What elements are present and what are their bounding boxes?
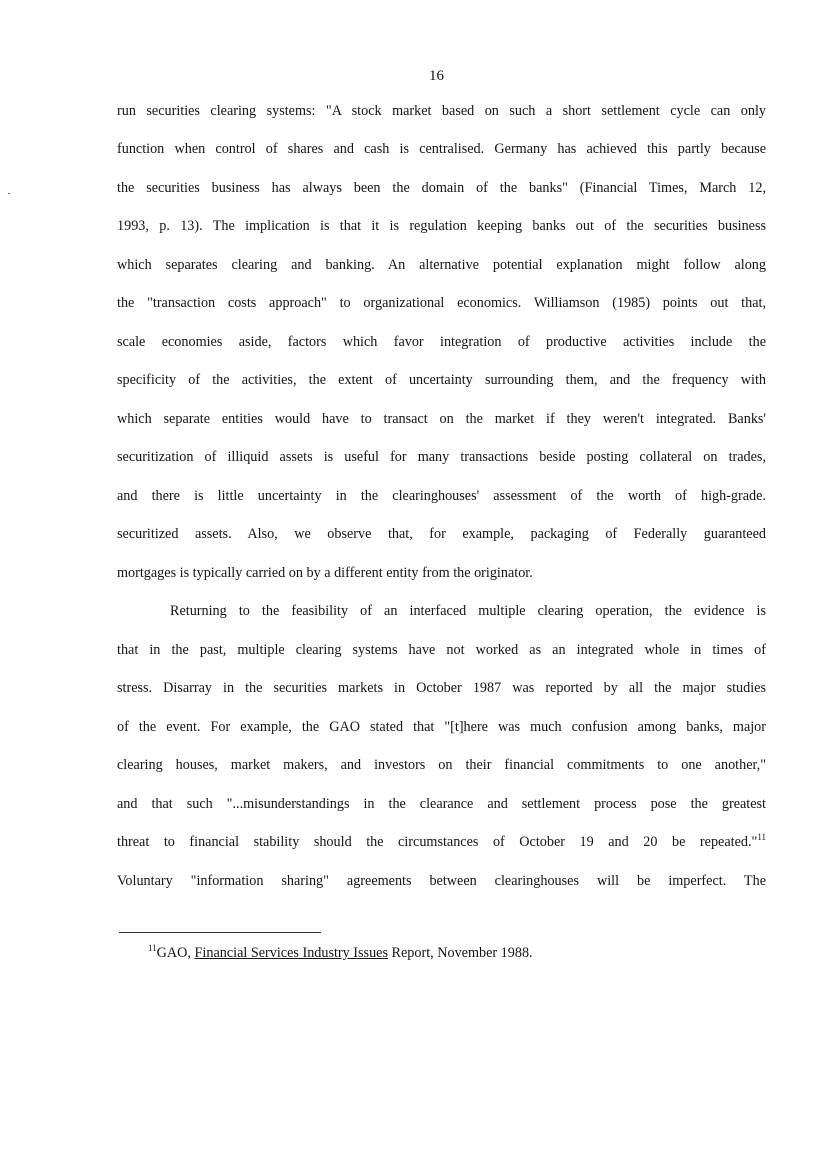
- text-line: that in the past, multiple clearing systems have not worked as an integrated whole in times of: [117, 642, 766, 658]
- text-line-with-footnote-ref: [117, 832, 766, 852]
- footnote-suffix: Report, November 1988.: [387, 945, 533, 961]
- text-line: securitized assets. Also, we observe that, for example, packaging of Federally guaranteed: [117, 526, 766, 542]
- text-line: Voluntary "information sharing" agreements between clearinghouses will be imperfect. The: [117, 873, 766, 889]
- footnote-number: 11: [148, 943, 157, 953]
- text-line: specificity of the activities, the extent of uncertainty surrounding them, and the frequency with: [117, 372, 766, 388]
- text-line: the "transaction costs approach" to organizational economics. Williamson (1985) points out that,: [117, 295, 766, 311]
- text-line-content: threat to financial stability should the circumstances of October 19 and 20 be repeated.": [117, 834, 758, 850]
- text-line: run securities clearing systems: "A stock market based on such a short settlement cycle can only: [117, 103, 766, 119]
- text-line: stress. Disarray in the securities markets in October 1987 was reported by all the major studies: [117, 680, 766, 696]
- text-line: and that such "...misunderstandings in the clearance and settlement process pose the greatest: [117, 796, 766, 812]
- page-number: 16: [429, 68, 444, 84]
- text-line: the securities business has always been the domain of the banks" (Financial Times, March 12,: [117, 180, 766, 196]
- text-line: clearing houses, market makers, and investors on their financial commitments to one another,": [117, 757, 766, 773]
- footnote-reference: 11: [757, 832, 766, 842]
- text-line: which separate entities would have to transact on the market if they weren't integrated. Banks': [117, 411, 766, 427]
- text-line: securitization of illiquid assets is useful for many transactions beside posting collateral on trades,: [117, 449, 766, 465]
- text-line: mortgages is typically carried on by a different entity from the originator.: [117, 565, 533, 581]
- text-line: which separates clearing and banking. An alternative potential explanation might follow along: [117, 257, 766, 273]
- text-line: 1993, p. 13). The implication is that it is regulation keeping banks out of the securities business: [117, 218, 766, 234]
- footnote-title: Financial Services Industry Issues: [194, 945, 388, 961]
- footnote-divider: [119, 932, 321, 933]
- text-line: of the event. For example, the GAO stated that "[t]here was much confusion among banks, major: [117, 719, 766, 735]
- margin-mark: [8, 193, 10, 194]
- text-line: function when control of shares and cash is centralised. Germany has achieved this partly because: [117, 141, 766, 157]
- footnote-prefix: GAO,: [156, 945, 195, 961]
- footnote: [148, 943, 533, 963]
- text-line: Returning to the feasibility of an interfaced multiple clearing operation, the evidence is: [170, 603, 766, 619]
- text-line: and there is little uncertainty in the clearinghouses' assessment of the worth of high-grade.: [117, 488, 766, 504]
- text-line: scale economies aside, factors which favor integration of productive activities include the: [117, 334, 766, 350]
